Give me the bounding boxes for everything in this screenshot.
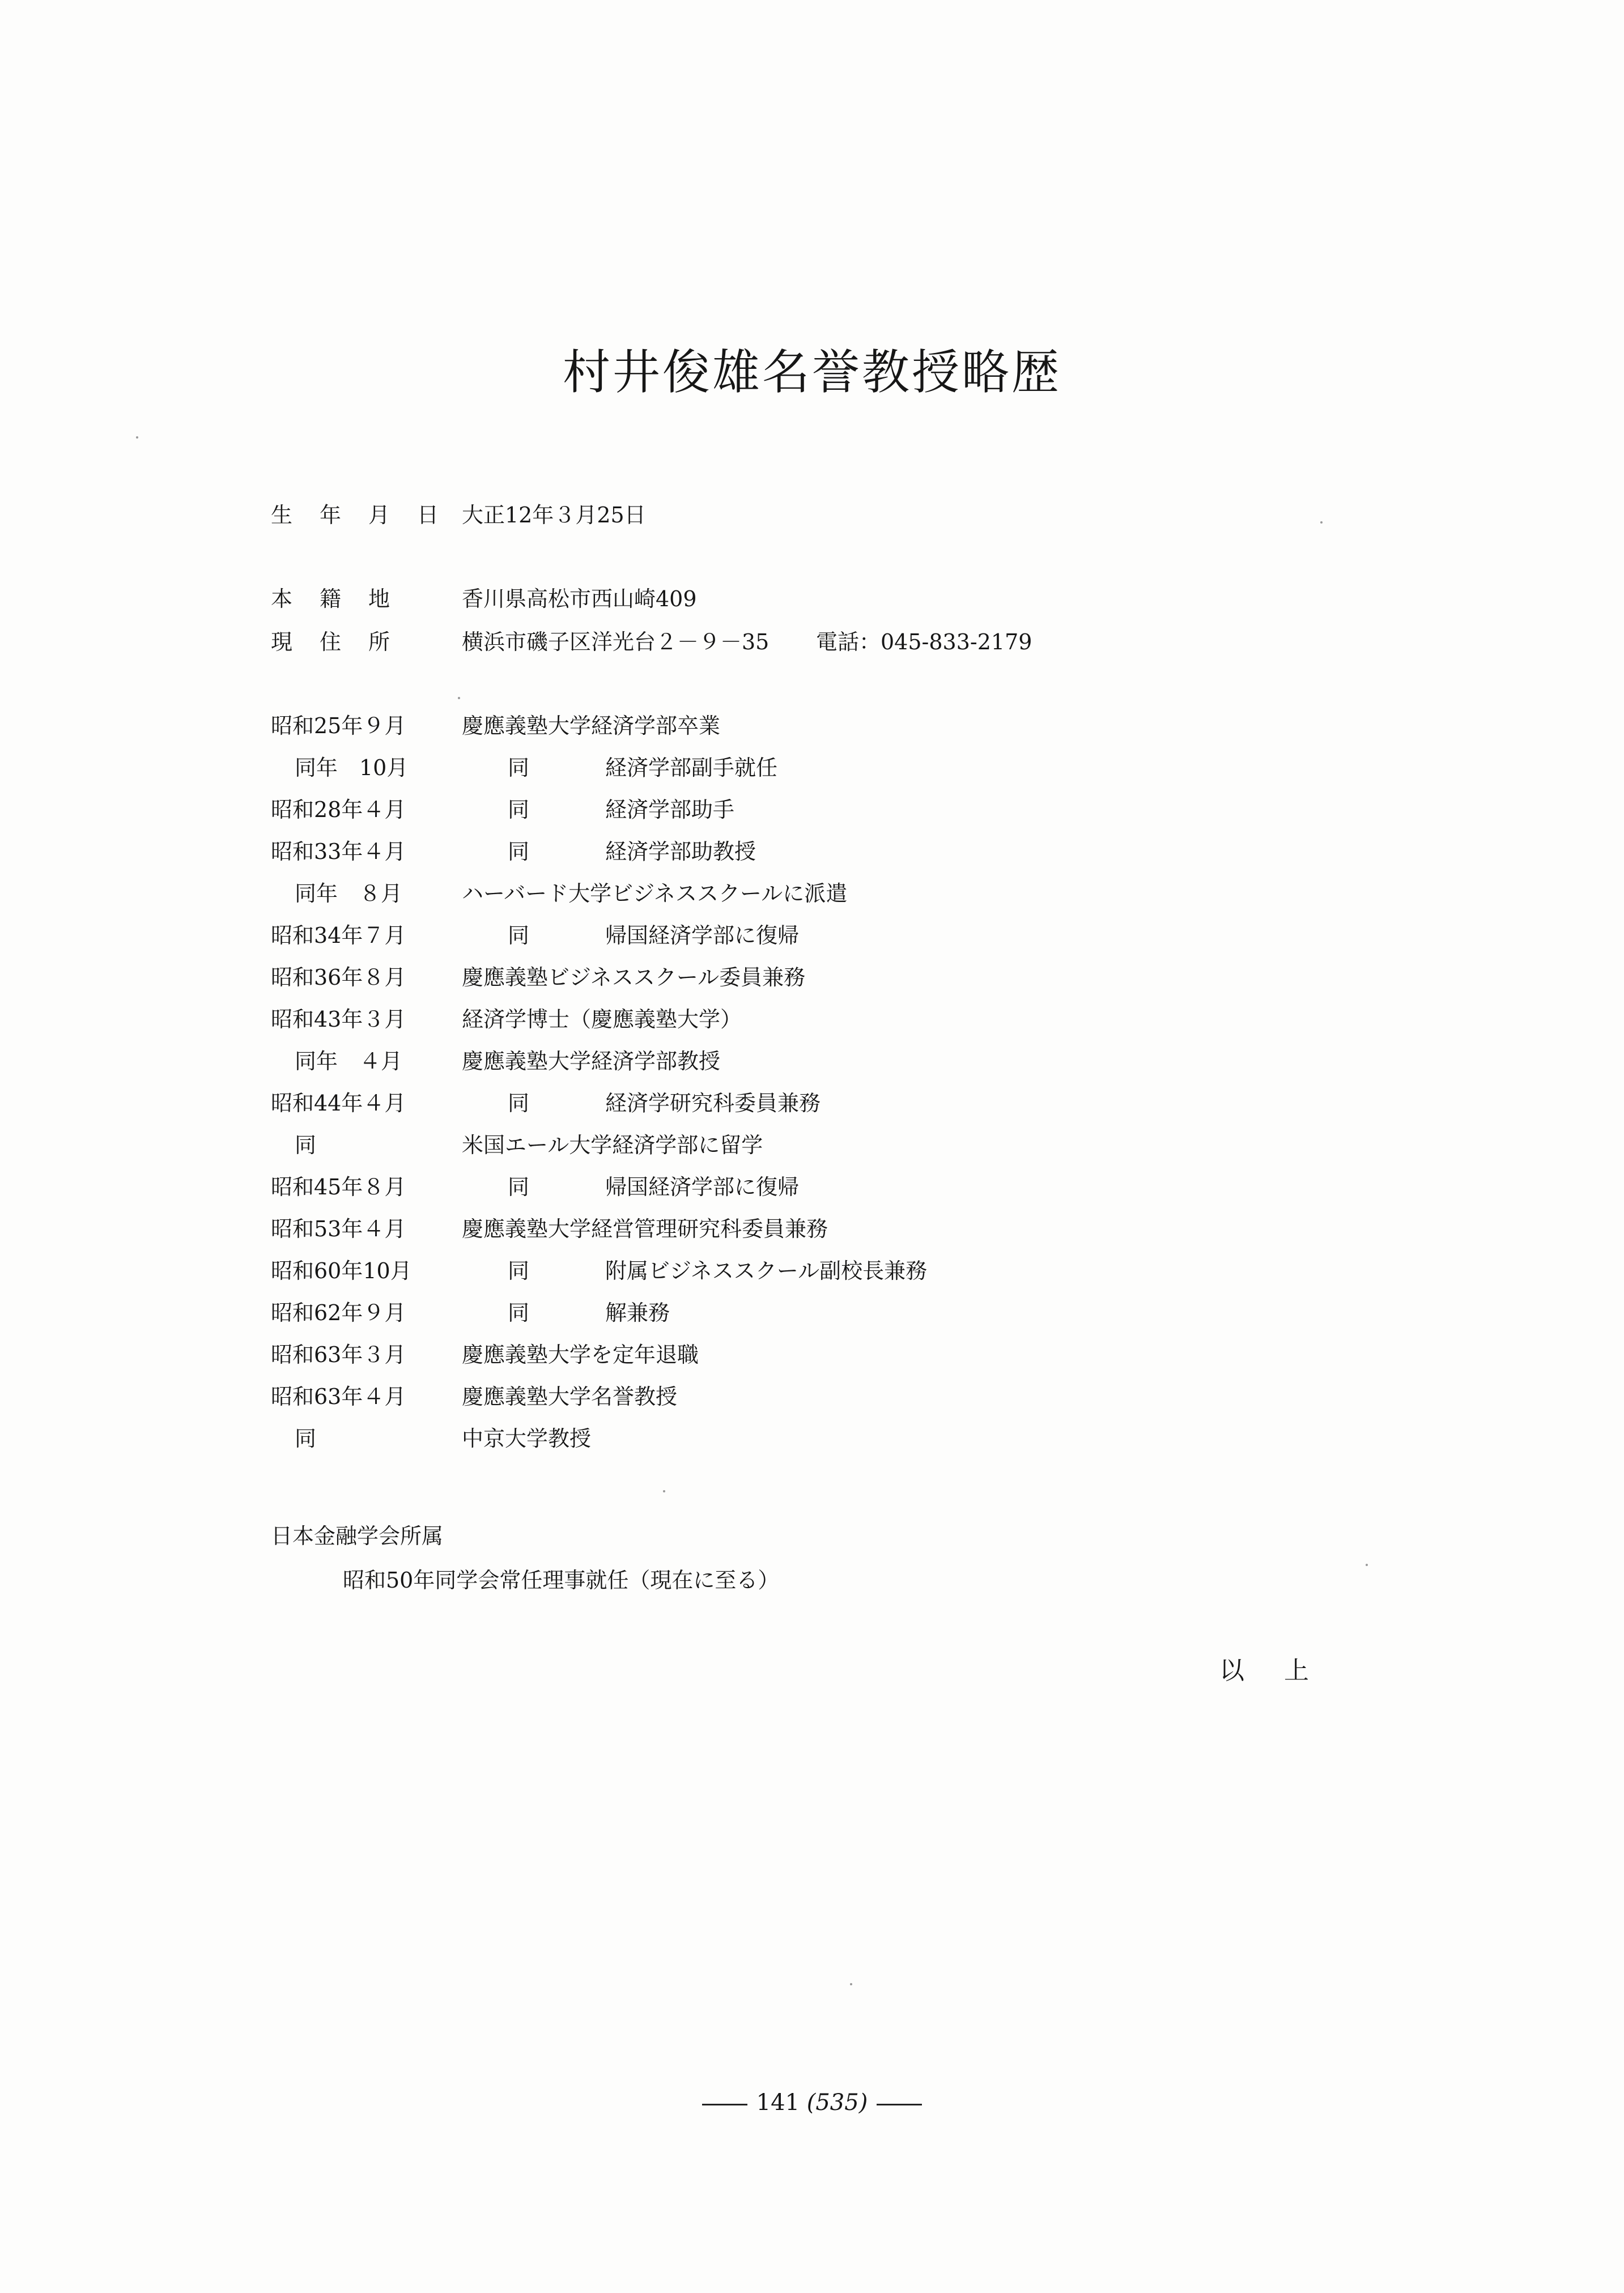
history-date: 昭和25年９月 — [271, 713, 406, 738]
history-same-mark: 同 — [508, 1258, 530, 1283]
folio-rule-left — [702, 2104, 747, 2105]
history-text: 経済学部副手就任 — [605, 755, 778, 780]
history-date: 昭和60年10月 — [271, 1258, 412, 1283]
history-date: 昭和36年８月 — [271, 965, 406, 990]
history-text: 中京大学教授 — [462, 1426, 592, 1451]
domicile-label: 本籍地 — [271, 586, 418, 611]
history-date: 同 — [295, 1426, 317, 1451]
history-text: 米国エール大学経済学部に留学 — [462, 1133, 763, 1158]
history-text: 附属ビジネススクール副校長兼務 — [605, 1258, 928, 1283]
history-date: 同年 ８月 — [295, 881, 403, 906]
history-date: 昭和33年４月 — [271, 839, 406, 864]
history-date: 昭和44年４月 — [271, 1091, 406, 1116]
history-date: 昭和34年７月 — [271, 923, 406, 948]
history-text: 慶應義塾大学経営管理研究科委員兼務 — [462, 1216, 828, 1241]
scan-speck — [1366, 1564, 1368, 1566]
history-same-mark: 同 — [508, 839, 530, 864]
address-value: 横浜市磯子区洋光台２－９－35 — [462, 629, 770, 654]
history-same-mark: 同 — [508, 1300, 530, 1325]
birth-label: 生年月日 — [271, 503, 466, 527]
history-text: 経済学博士（慶應義塾大学） — [462, 1007, 742, 1032]
history-same-mark: 同 — [508, 923, 530, 948]
birth-value: 大正12年３月25日 — [462, 503, 646, 527]
history-same-mark: 同 — [508, 1175, 530, 1199]
history-text: 経済学研究科委員兼務 — [605, 1091, 821, 1116]
history-date: 昭和62年９月 — [271, 1300, 406, 1325]
history-same-mark: 同 — [508, 755, 530, 780]
history-same-mark: 同 — [508, 1091, 530, 1116]
history-date: 同 — [295, 1133, 317, 1158]
history-date: 昭和43年３月 — [271, 1007, 406, 1032]
scan-speck — [458, 697, 460, 699]
scan-speck — [1320, 521, 1323, 524]
folio-page-number: 141 — [756, 2090, 800, 2116]
history-text: 慶應義塾大学を定年退職 — [462, 1342, 699, 1367]
history-text: 帰国経済学部に復帰 — [605, 923, 800, 948]
history-date: 昭和63年４月 — [271, 1384, 406, 1409]
history-same-mark: 同 — [508, 797, 530, 822]
history-text: 慶應義塾大学経済学部教授 — [462, 1049, 721, 1074]
folio-rule-right — [877, 2104, 922, 2105]
history-text: 慶應義塾ビジネススクール委員兼務 — [462, 965, 806, 990]
history-date: 昭和63年３月 — [271, 1342, 406, 1367]
history-text: ハーバード大学ビジネススクールに派遣 — [462, 881, 848, 906]
history-date: 昭和45年８月 — [271, 1175, 406, 1199]
scan-speck — [136, 436, 138, 439]
page-title: 村井俊雄名誉教授略歴 — [562, 344, 1061, 400]
history-text: 経済学部助手 — [605, 797, 735, 822]
phone-number: 電話：045-833-2179 — [816, 629, 1032, 654]
history-date: 同年 10月 — [295, 755, 409, 780]
organization-name: 日本金融学会所属 — [271, 1524, 444, 1548]
scan-speck — [663, 1490, 665, 1492]
closing-mark: 以上 — [1219, 1656, 1349, 1685]
history-text: 慶應義塾大学経済学部卒業 — [462, 713, 721, 738]
address-label: 現住所 — [271, 629, 418, 654]
history-text: 解兼務 — [605, 1300, 670, 1325]
history-date: 昭和28年４月 — [271, 797, 406, 822]
scan-speck — [850, 1983, 852, 1985]
history-date: 同年 ４月 — [295, 1049, 403, 1074]
history-text: 経済学部助教授 — [605, 839, 756, 864]
domicile-value: 香川県高松市西山崎409 — [462, 586, 697, 611]
page-folio — [0, 2090, 1624, 2116]
organization-detail: 昭和50年同学会常任理事就任（現在に至る） — [343, 1568, 780, 1593]
history-date: 昭和53年４月 — [271, 1216, 406, 1241]
history-text: 帰国経済学部に復帰 — [605, 1175, 800, 1199]
history-text: 慶應義塾大学名誉教授 — [462, 1384, 678, 1409]
folio-total-page: (535) — [806, 2090, 868, 2116]
